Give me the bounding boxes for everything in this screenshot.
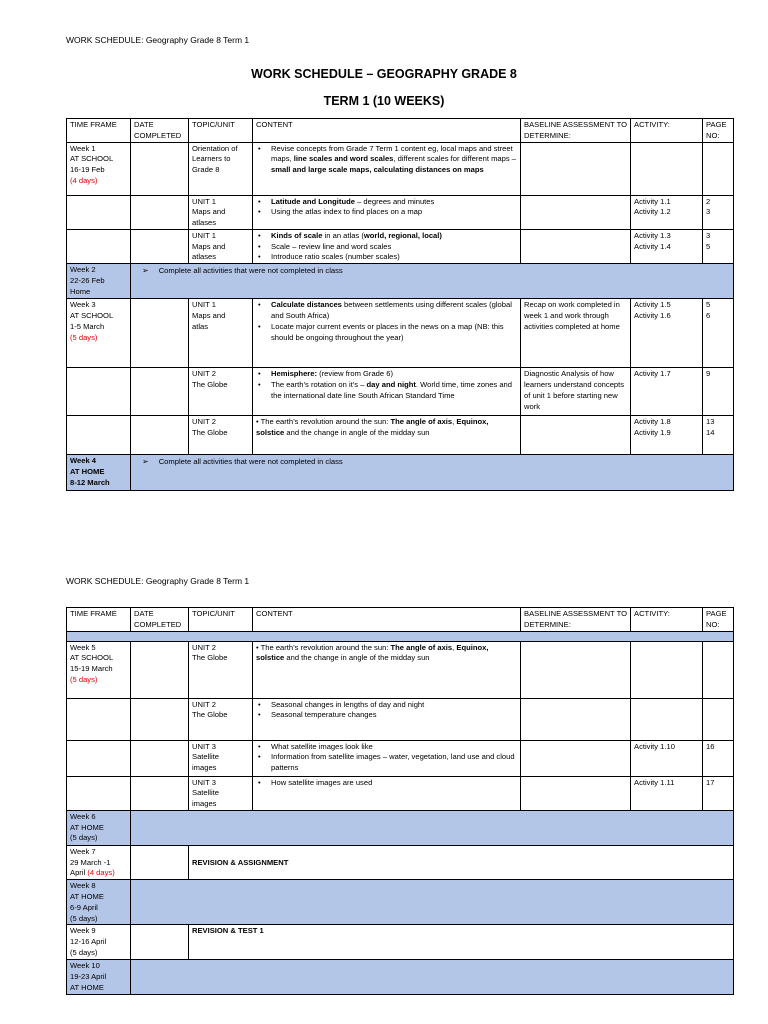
text-run: • The earth’s revolution around the sun: (256, 642, 391, 652)
text-run: Introduce ratio scales (number scales) (271, 252, 400, 262)
baseline-assessment-cell (521, 195, 631, 229)
text-run: Hemisphere: (271, 369, 318, 379)
text-run: Equinox, solstice (256, 642, 489, 663)
content-list (256, 778, 517, 789)
baseline-assessment-cell (521, 698, 631, 740)
date-completed-cell (131, 641, 189, 698)
time-frame-days: (4 days) (87, 868, 115, 878)
running-header: WORK SCHEDULE: Geography Grade 8 Term 1 (66, 35, 250, 45)
table-row (67, 368, 734, 416)
content-cell (253, 142, 521, 195)
text-run: and the change in angle of the midday sun (284, 653, 430, 663)
time-frame-line: Week 1 (70, 143, 96, 153)
topic-line: Learners to (192, 154, 231, 164)
time-frame-cell (67, 845, 131, 879)
activity-line: Activity 1.4 (634, 241, 671, 251)
topic-line: Maps and (192, 207, 226, 217)
text-run: Scale – review line and word scales (271, 241, 392, 251)
topic-line: UNIT 2 (192, 699, 216, 709)
baseline-assessment-cell (521, 641, 631, 698)
page-number-cell (703, 698, 734, 740)
time-frame-line: (5 days) (70, 947, 98, 957)
time-frame-line: Week 5 (70, 642, 96, 652)
topic-line: The Globe (192, 653, 228, 663)
schedule-table-1 (66, 118, 734, 491)
activity-line: Activity 1.8 (634, 417, 671, 427)
time-frame-line: 22-26 Feb (70, 276, 105, 286)
content-item (256, 742, 517, 753)
topic-line: UNIT 3 (192, 777, 216, 787)
activity-line: Activity 1.6 (634, 311, 671, 321)
text-run: How satellite images are used (271, 777, 373, 787)
document-subtitle: TERM 1 (10 WEEKS) (323, 94, 445, 108)
topic-line: The Globe (192, 380, 228, 390)
activity-cell (631, 142, 703, 195)
time-frame-line: AT SCHOOL (70, 311, 114, 321)
table-row (67, 776, 734, 810)
page-number-cell (703, 740, 734, 776)
content-list (256, 742, 517, 774)
page-number-cell (703, 776, 734, 810)
table-row (67, 264, 734, 299)
time-frame-cell (67, 880, 131, 925)
shaded-note-cell (131, 455, 734, 491)
time-frame-cell (67, 299, 131, 368)
topic-line: Satellite (192, 788, 220, 798)
date-completed-cell (131, 195, 189, 229)
shaded-spacer-cell (67, 631, 734, 641)
time-frame-cell (67, 264, 131, 299)
table-row (67, 880, 734, 925)
text-run: between settlements using different scales (global and South Africa) (271, 300, 512, 321)
page-number-line: 3 (706, 230, 711, 240)
text-run: world, regional, local) (363, 230, 442, 240)
table-row (67, 229, 734, 263)
topic-line: The Globe (192, 428, 228, 438)
text-run: (review from Grade 6) (317, 369, 393, 379)
content-item (256, 700, 517, 711)
table-row (67, 925, 734, 960)
time-frame-line: 29 March -1 (70, 857, 111, 867)
time-frame-line: Week 4 (70, 456, 97, 466)
topic-line: UNIT 3 (192, 741, 216, 751)
table-row (67, 195, 734, 229)
revision-cell: REVISION & TEST 1 (189, 925, 734, 960)
shaded-note-cell (131, 960, 734, 995)
text-run: What satellite images look like (271, 741, 373, 751)
content-list (256, 231, 517, 263)
text-run: Revise concepts from Grade 7 Term 1 content eg, local maps and street maps, (271, 143, 513, 164)
content-item (256, 710, 517, 721)
date-completed-cell (131, 299, 189, 368)
table-header-row (67, 119, 734, 143)
topic-line: Grade 8 (192, 165, 220, 175)
table-row (67, 142, 734, 195)
content-item (256, 231, 517, 242)
table-body (67, 142, 734, 491)
time-frame-line: Week 3 (70, 300, 96, 310)
column-header: CONTENT (253, 608, 521, 632)
content-list (256, 700, 517, 722)
complete-activities-note (134, 265, 730, 277)
arrow-bullet-icon: ➢ (142, 457, 149, 467)
topic-line: Maps and (192, 311, 226, 321)
table-row (67, 845, 734, 879)
activity-cell (631, 740, 703, 776)
time-frame-cell (67, 368, 131, 416)
topic-line: UNIT 1 (192, 300, 216, 310)
activity-cell (631, 299, 703, 368)
content-cell (253, 776, 521, 810)
topic-line: The Globe (192, 710, 228, 720)
arrow-bullet-icon: ➢ (142, 266, 149, 276)
activity-cell (631, 698, 703, 740)
table-row (67, 641, 734, 698)
activity-cell (631, 229, 703, 263)
topic-unit-cell (189, 195, 253, 229)
time-frame-line: Week 9 (70, 926, 96, 936)
topic-unit-cell (189, 368, 253, 416)
time-frame-line: 15-19 March (70, 664, 113, 674)
text-run: Information from satellite images – water, vegetation, land use and cloud patterns (271, 752, 515, 773)
time-frame-line: AT SCHOOL (70, 653, 114, 663)
time-frame-text: April (70, 868, 88, 878)
time-frame-line: Home (70, 286, 91, 296)
table-row (67, 810, 734, 845)
column-header: PAGE NO: (703, 608, 734, 632)
time-frame-line: Week 6 (70, 811, 96, 821)
content-item (256, 752, 517, 774)
baseline-assessment-cell (521, 229, 631, 263)
time-frame-line: 6-9 April (70, 902, 98, 912)
topic-line: atlases (192, 252, 217, 262)
text-run: , different scales for different maps – (393, 154, 516, 164)
time-frame-line: Week 10 (70, 961, 100, 971)
topic-line: atlas (192, 321, 209, 331)
activity-cell (631, 368, 703, 416)
text-run: The angle of axis (390, 417, 453, 427)
time-frame-cell (67, 195, 131, 229)
content-cell (253, 368, 521, 416)
text-run: and the change in angle of the midday sun (284, 428, 430, 438)
time-frame-line: (5 days) (70, 833, 98, 843)
time-frame-line: Week 7 (70, 846, 96, 856)
content-item (256, 144, 517, 176)
content-cell (253, 740, 521, 776)
date-completed-cell (131, 142, 189, 195)
time-frame-line: (5 days) (70, 913, 98, 923)
text-run: Equinox, solstice (256, 417, 489, 438)
topic-unit-cell (189, 299, 253, 368)
text-run: small and large scale maps, calculating distances on maps (271, 165, 484, 175)
table-row (67, 740, 734, 776)
time-frame-line: 16-19 Feb (70, 165, 105, 175)
table-body (67, 631, 734, 995)
page-number-cell (703, 195, 734, 229)
time-frame-line (70, 868, 127, 879)
page-number-cell (703, 368, 734, 416)
topic-line: UNIT 1 (192, 230, 216, 240)
time-frame-line: 1-5 March (70, 321, 105, 331)
topic-unit-cell (189, 641, 253, 698)
schedule-table-2 (66, 607, 734, 995)
date-completed-cell (131, 925, 189, 960)
topic-line: Satellite (192, 752, 220, 762)
activity-cell (631, 776, 703, 810)
column-header: ACTIVITY: (631, 119, 703, 143)
topic-line: images (192, 763, 217, 773)
content-list (256, 369, 517, 401)
date-completed-cell (131, 368, 189, 416)
activity-line: Activity 1.7 (634, 369, 671, 379)
column-header: ACTIVITY: (631, 608, 703, 632)
date-completed-cell (131, 740, 189, 776)
topic-line: UNIT 2 (192, 369, 216, 379)
time-frame-line: 12-16 April (70, 937, 107, 947)
column-header: BASELINE ASSESSMENT TO DETERMINE: (521, 119, 631, 143)
baseline-assessment-cell: Recap on work completed in week 1 and work through activities completed at home (521, 299, 631, 368)
topic-unit-cell (189, 776, 253, 810)
document-title: WORK SCHEDULE – GEOGRAPHY GRADE 8 (251, 67, 517, 81)
time-frame-line: 8-12 March (70, 477, 110, 487)
content-cell (253, 698, 521, 740)
topic-unit-cell (189, 229, 253, 263)
column-header: TIME FRAME (67, 119, 131, 143)
date-completed-cell (131, 416, 189, 455)
page-number-line: 17 (706, 777, 715, 787)
column-header: DATE COMPLETED (131, 119, 189, 143)
activity-line: Activity 1.2 (634, 207, 671, 217)
activity-line: Activity 1.9 (634, 428, 671, 438)
text-run: Calculate distances (271, 300, 342, 310)
shaded-note-cell (131, 880, 734, 925)
content-item (256, 369, 517, 380)
text-run: – degrees and minutes (354, 196, 435, 206)
page-number-line: 3 (706, 207, 711, 217)
date-completed-cell (131, 229, 189, 263)
time-frame-days: (5 days) (70, 674, 98, 684)
activity-cell (631, 416, 703, 455)
content-item (256, 778, 517, 789)
text-run: The angle of axis (390, 642, 453, 652)
content-item (256, 252, 517, 263)
time-frame-cell (67, 776, 131, 810)
activity-line: Activity 1.10 (634, 741, 675, 751)
page-number-cell (703, 229, 734, 263)
complete-activities-note (134, 456, 730, 468)
time-frame-line: 19-23 April (70, 972, 107, 982)
page-number-line: 13 (706, 417, 715, 427)
time-frame-line: AT SCHOOL (70, 154, 114, 164)
activity-line: Activity 1.11 (634, 777, 675, 787)
time-frame-cell (67, 416, 131, 455)
time-frame-cell (67, 698, 131, 740)
text-run: line scales and word scales (293, 154, 394, 164)
table-row (67, 631, 734, 641)
text-run: Seasonal changes in lengths of day and night (271, 699, 425, 709)
content-cell (253, 416, 521, 455)
page-number-line: 2 (706, 196, 711, 206)
time-frame-cell (67, 810, 131, 845)
page-number-cell (703, 299, 734, 368)
topic-line: Maps and (192, 241, 226, 251)
date-completed-cell (131, 698, 189, 740)
topic-line: Orientation of (192, 143, 238, 153)
column-header: TIME FRAME (67, 608, 131, 632)
baseline-assessment-cell: Diagnostic Analysis of how learners understand concepts of unit 1 before starting new work (521, 368, 631, 416)
activity-line: Activity 1.3 (634, 230, 671, 240)
content-cell (253, 195, 521, 229)
topic-unit-cell (189, 698, 253, 740)
time-frame-line: Week 8 (70, 881, 96, 891)
content-item (256, 242, 517, 253)
text-run: • The earth’s revolution around the sun: (256, 417, 391, 427)
time-frame-days: (5 days) (70, 332, 98, 342)
topic-line: images (192, 799, 217, 809)
running-header-page-2: WORK SCHEDULE: Geography Grade 8 Term 1 (66, 576, 250, 586)
page-number-line: 5 (706, 300, 711, 310)
time-frame-line: AT HOME (70, 982, 104, 992)
column-header: TOPIC/UNIT (189, 608, 253, 632)
column-header: DATE COMPLETED (131, 608, 189, 632)
column-header: CONTENT (253, 119, 521, 143)
shaded-note-cell (131, 264, 734, 299)
topic-line: UNIT 2 (192, 642, 216, 652)
time-frame-line: AT HOME (70, 822, 104, 832)
baseline-assessment-cell (521, 740, 631, 776)
page-number-line: 5 (706, 241, 711, 251)
page-number-line: 6 (706, 311, 711, 321)
table-header-row (67, 608, 734, 632)
baseline-assessment-cell (521, 776, 631, 810)
content-list (256, 197, 517, 219)
content-cell (253, 229, 521, 263)
column-header: TOPIC/UNIT (189, 119, 253, 143)
text-run: day and night (366, 380, 416, 390)
time-frame-line: Week 2 (70, 265, 96, 275)
text-run: Kinds of scale (271, 230, 323, 240)
note-text: Complete all activities that were not completed in class (158, 266, 343, 276)
time-frame-cell (67, 229, 131, 263)
text-run: Locate major current events or places in the news on a map (NB: this should be ongoing throughout the year) (271, 321, 504, 342)
activity-cell (631, 195, 703, 229)
page-number-cell (703, 142, 734, 195)
topic-line: UNIT 2 (192, 417, 216, 427)
time-frame-line: AT HOME (70, 892, 104, 902)
topic-unit-cell (189, 142, 253, 195)
content-cell (253, 641, 521, 698)
page-number-line: 16 (706, 741, 715, 751)
table-row (67, 698, 734, 740)
topic-line: atlases (192, 218, 217, 228)
activity-line: Activity 1.5 (634, 300, 671, 310)
content-item (256, 300, 517, 322)
table-row (67, 960, 734, 995)
text-run: Latitude and Longitude (271, 196, 355, 206)
time-frame-cell (67, 142, 131, 195)
text-run: . World time, time zones and the international date line South African Standard Time (271, 380, 512, 400)
date-completed-cell (131, 776, 189, 810)
time-frame-cell (67, 960, 131, 995)
table-row (67, 299, 734, 368)
topic-line: UNIT 1 (192, 196, 216, 206)
time-frame-cell (67, 455, 131, 491)
activity-line: Activity 1.1 (634, 196, 671, 206)
revision-cell: REVISION & ASSIGNMENT (189, 845, 734, 879)
content-item (256, 380, 517, 402)
time-frame-days: (4 days) (70, 175, 98, 185)
activity-cell (631, 641, 703, 698)
content-list (256, 144, 517, 176)
text-run: Seasonal temperature changes (271, 710, 377, 720)
page-number-cell (703, 416, 734, 455)
shaded-note-cell (131, 810, 734, 845)
page-number-cell (703, 641, 734, 698)
page-number-line: 14 (706, 428, 715, 438)
text-run: The earth’s rotation on it’s – (271, 380, 367, 390)
content-item (256, 322, 517, 344)
text-run: , (452, 642, 457, 652)
topic-unit-cell (189, 740, 253, 776)
content-item (256, 207, 517, 218)
date-completed-cell (131, 845, 189, 879)
baseline-assessment-cell (521, 142, 631, 195)
time-frame-cell (67, 740, 131, 776)
content-item (256, 197, 517, 208)
content-list (256, 300, 517, 343)
text-run: , (452, 417, 457, 427)
column-header: PAGE NO: (703, 119, 734, 143)
table-row (67, 416, 734, 455)
column-header: BASELINE ASSESSMENT TO DETERMINE: (521, 608, 631, 632)
note-text: Complete all activities that were not completed in class (158, 457, 343, 467)
content-cell (253, 299, 521, 368)
text-run: in an atlas ( (322, 230, 364, 240)
page-number-line: 9 (706, 369, 711, 379)
time-frame-cell (67, 925, 131, 960)
time-frame-line: AT HOME (70, 467, 105, 477)
time-frame-cell (67, 641, 131, 698)
baseline-assessment-cell (521, 416, 631, 455)
text-run: Using the atlas index to find places on a map (271, 207, 423, 217)
topic-unit-cell (189, 416, 253, 455)
table-row (67, 455, 734, 491)
